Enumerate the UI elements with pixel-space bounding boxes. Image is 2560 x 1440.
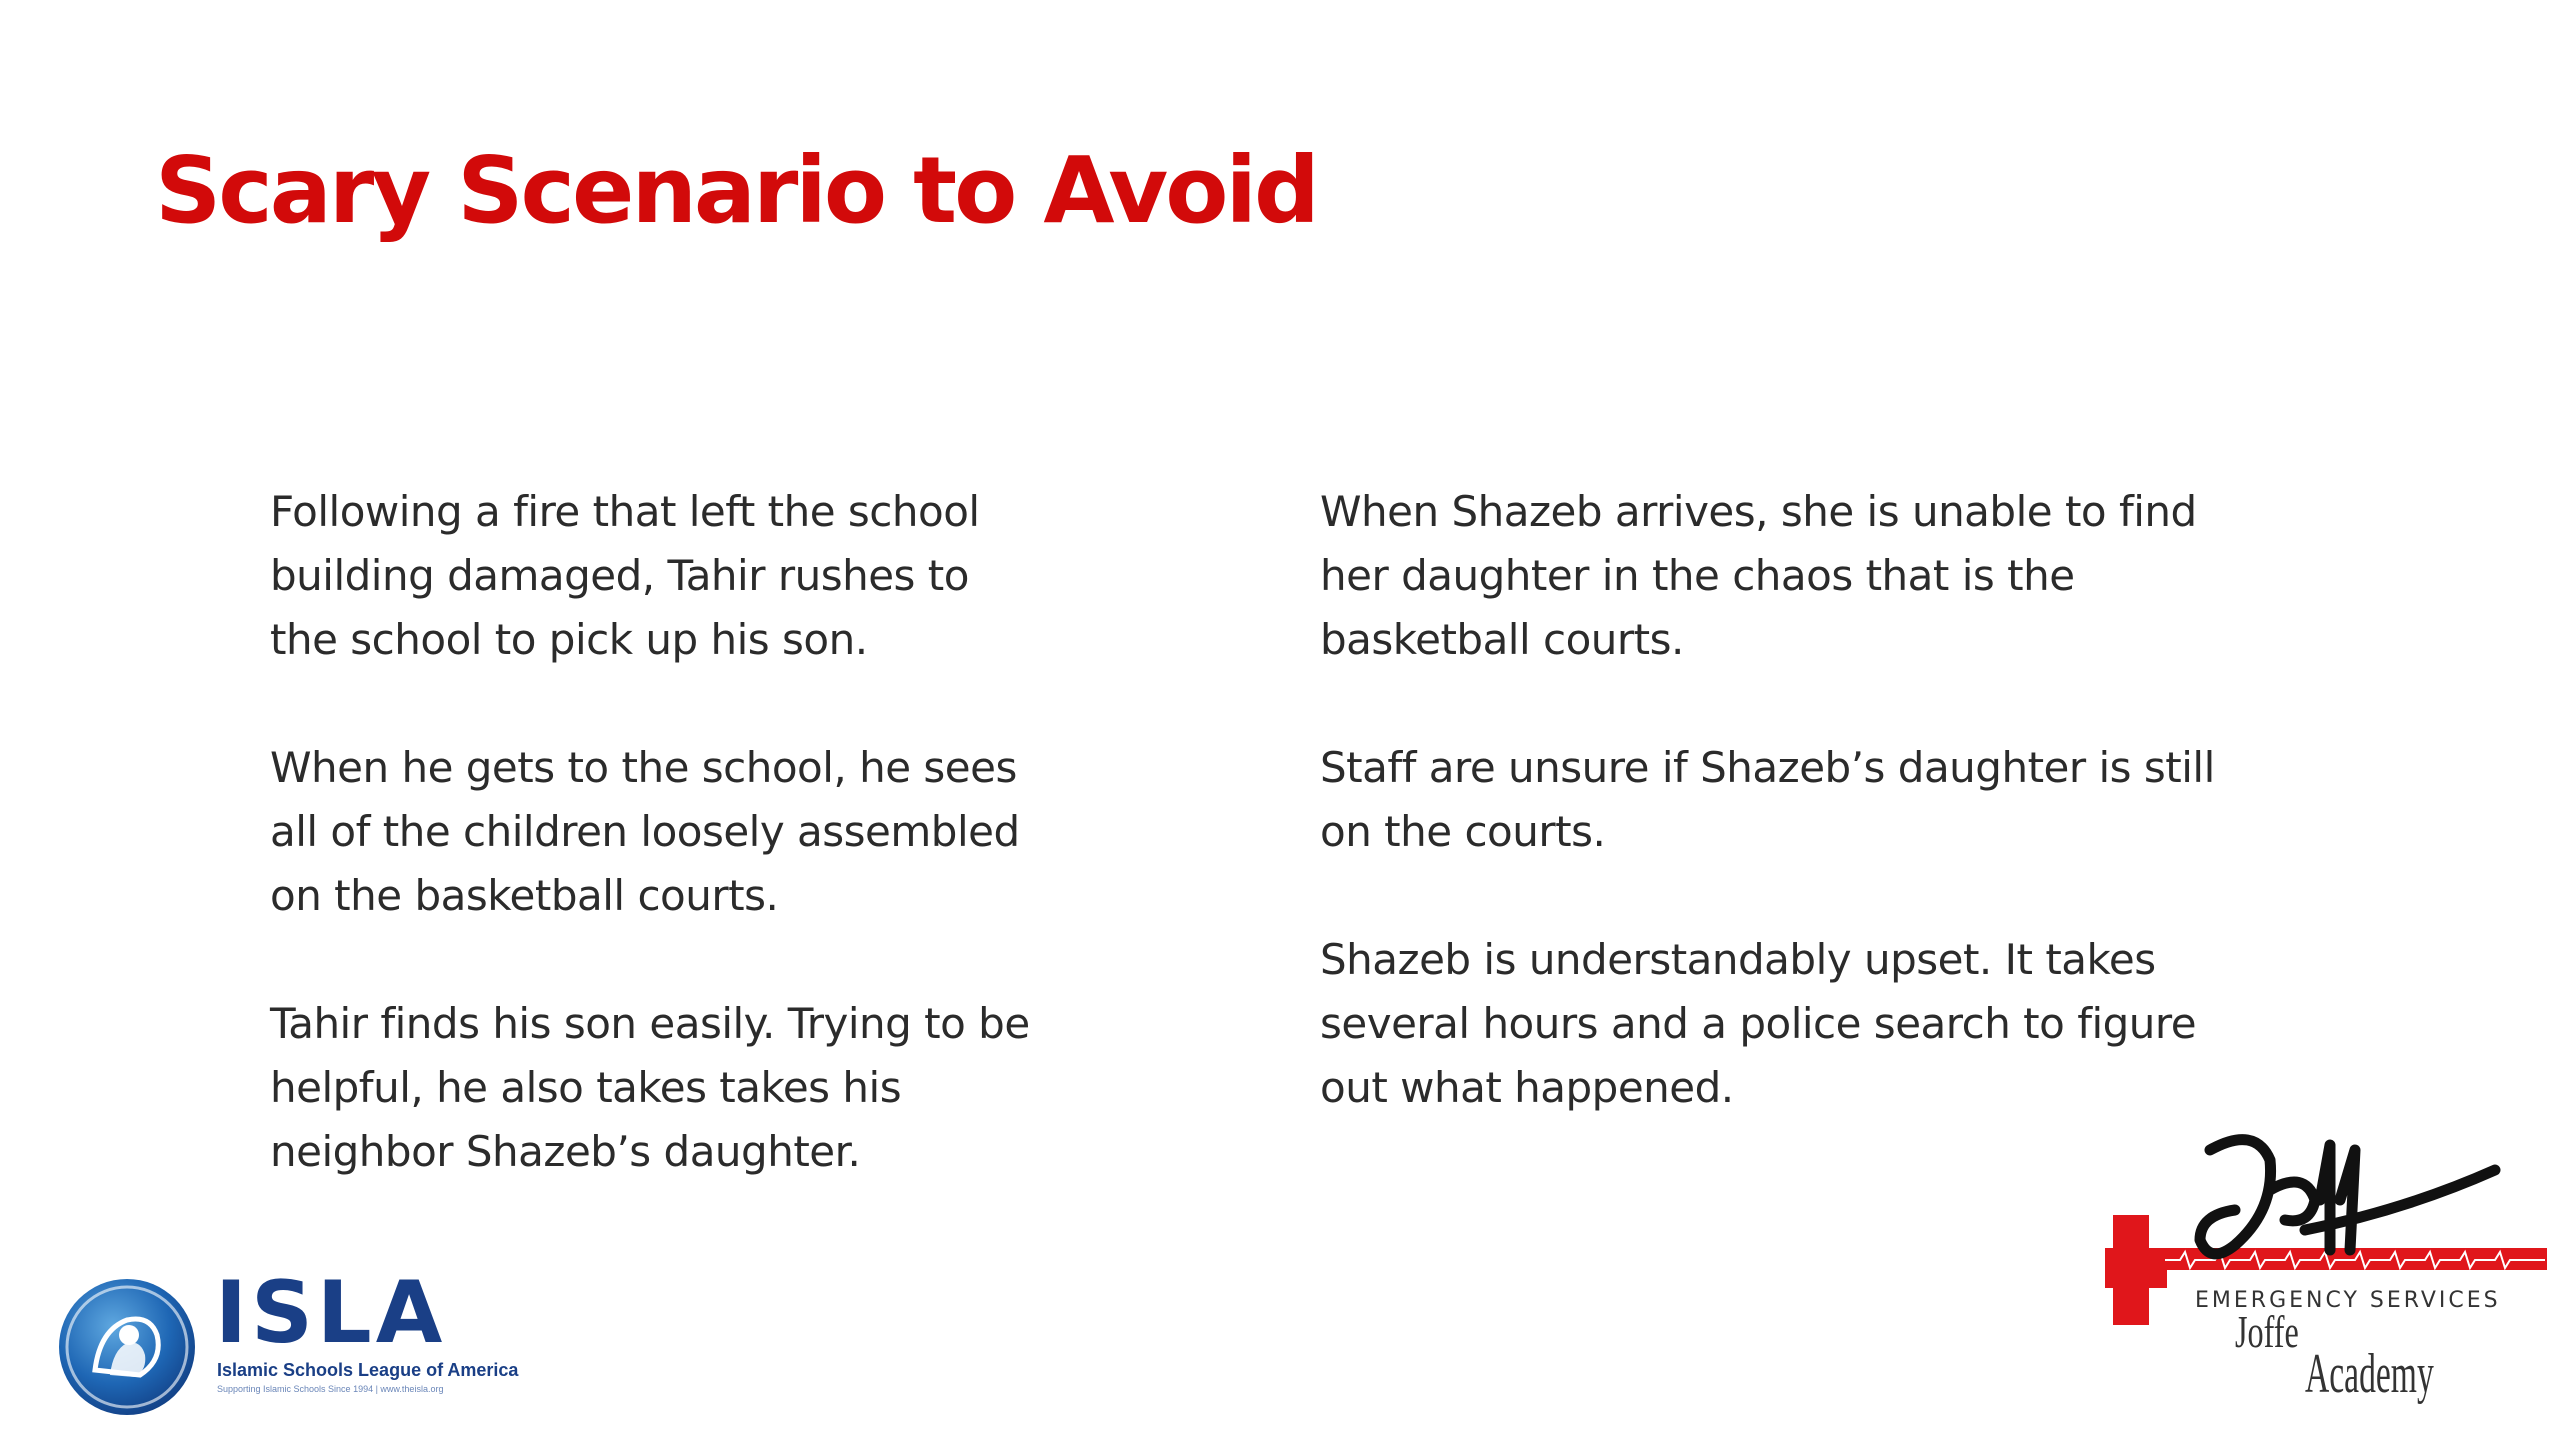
left-column <box>270 480 1030 1248</box>
joffe-logo <box>2105 1130 2555 1430</box>
isla-wordmark: ISLA <box>215 1263 447 1363</box>
joffe-name-label: Joffe <box>2235 1306 2299 1357</box>
joffe-signature-icon <box>2200 1140 2495 1254</box>
right-paragraph-3: Shazeb is understandably upset. It takes several hours and a police search to figure out what happened. <box>1320 935 2197 1112</box>
left-paragraph-2: When he gets to the school, he sees all of the children loosely assembled on the basketball courts. <box>270 743 1020 920</box>
joffe-services-label: EMERGENCY SERVICES <box>2195 1288 2501 1313</box>
right-column <box>1320 480 2220 1184</box>
slide-title: Scary Scenario to Avoid <box>155 137 1317 244</box>
isla-tagline: Supporting Islamic Schools Since 1994 | www.theisla.org <box>217 1384 444 1394</box>
left-paragraph-1: Following a fire that left the school building damaged, Tahir rushes to the school to pick up his son. <box>270 487 980 664</box>
right-paragraph-2: Staff are unsure if Shazeb’s daughter is still on the courts. <box>1320 743 2215 856</box>
isla-logo <box>55 1263 525 1420</box>
isla-emblem-icon <box>55 1275 200 1420</box>
isla-subtitle: Islamic Schools League of America <box>217 1360 519 1380</box>
left-paragraph-3: Tahir finds his son easily. Trying to be helpful, he also takes takes his neighbor Shazeb’s daughter. <box>270 999 1030 1176</box>
right-paragraph-1: When Shazeb arrives, she is unable to find her daughter in the chaos that is the basketball courts. <box>1320 487 2197 664</box>
joffe-academy-label: Academy <box>2305 1343 2434 1405</box>
